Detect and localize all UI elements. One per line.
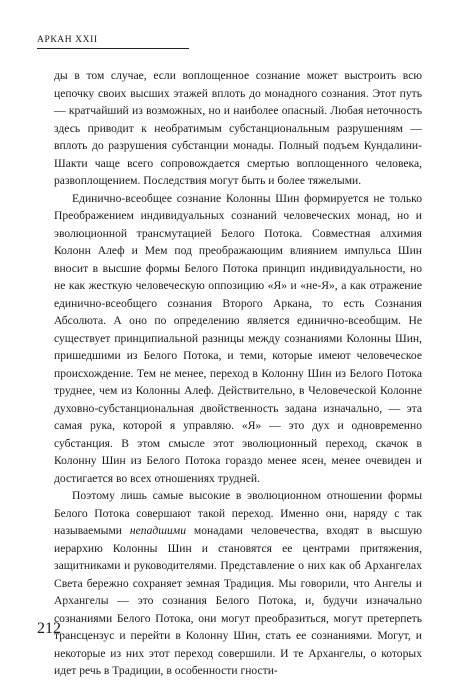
paragraph-text: монадами человечества, входят в высшую иерархию Колонны Шин и становятся ее центрами притяжения, защитниками и руководителями. Представление о них как об Архангелах Света бережно сохраняет земная Традиция. Мы говорили, что Ангелы и Архангелы — это сознания Белого Потока, и, будучи изначально сознаниями Белого Потока, они могут преобразиться, могут претерпеть трансцензус и перейти в Колонну Шин, стать ее сознаниями. Могут, и некоторые из них этот переход совершили. И те Архангелы, о которых идет речь в Традиции, в особенности гности- [54, 524, 422, 677]
body-text [54, 67, 422, 680]
paragraph: ды в том случае, если воплощенное сознание может выстроить всю цепочку своих высших этажей вплоть до монадного сознания. Этот путь — кратчайший из возможных, но и наиболее опасный. Любая неточность здесь приводит к необратимым субстанциональным разрушениям — вплоть до разрушения субстанции монады. Полный подъем Кундалини-Шакти чаще всего сопровождается смертью воплощенного человека, развоплощением. Последствия могут быть и более тяжелыми. [54, 69, 422, 187]
page-number: 212 [37, 620, 61, 637]
paragraph: Единично-всеобщее сознание Колонны Шин формируется не только Преображением индивидуальных сознаний человеческих монад, но и эволюционной трансмутацией Белого Потока. Совместная алхимия Колонн Алеф и Мем под преображающим влиянием импульса Шин вносит в высшие формы Белого Потока принцип индивидуальности, но не как жесткую человеческую оппозицию «Я» и «не-Я», а как отражение единично-всеобщего сознания Второго Аркана, то есть Сознания Абсолюта. А оно по определению является единично-всеобщим. Не существует принципиальной разницы между сознаниями Колонны Шин, пришедшими из Белого Потока, и теми, которые имеют человеческое происхождение. Тем не менее, переход в Колонну Шин из Белого Потока труднее, чем из Колонны Алеф. Действительно, в Человеческой Колонне духовно-субстанциональная двойственность задана изначально, — эта самая рука, которой я управляю. «Я» — это дух и одновременно субстанция. В этом смысле этот эволюционный переход, скачок в Колонну Шин из Белого Потока гораздо менее ясен, менее очевиден и достигается во всех отношениях трудней. [54, 191, 422, 485]
header-rule [37, 48, 189, 49]
emphasized-word: непадшими [129, 524, 186, 537]
running-head: АРКАН XXII [37, 35, 98, 45]
paragraph [54, 487, 422, 680]
paragraph-text: Поэтому лишь самые высокие в эволюционном отношении формы Белого Потока совершают такой переход. Именно они, наряду с так называемыми [54, 489, 422, 537]
